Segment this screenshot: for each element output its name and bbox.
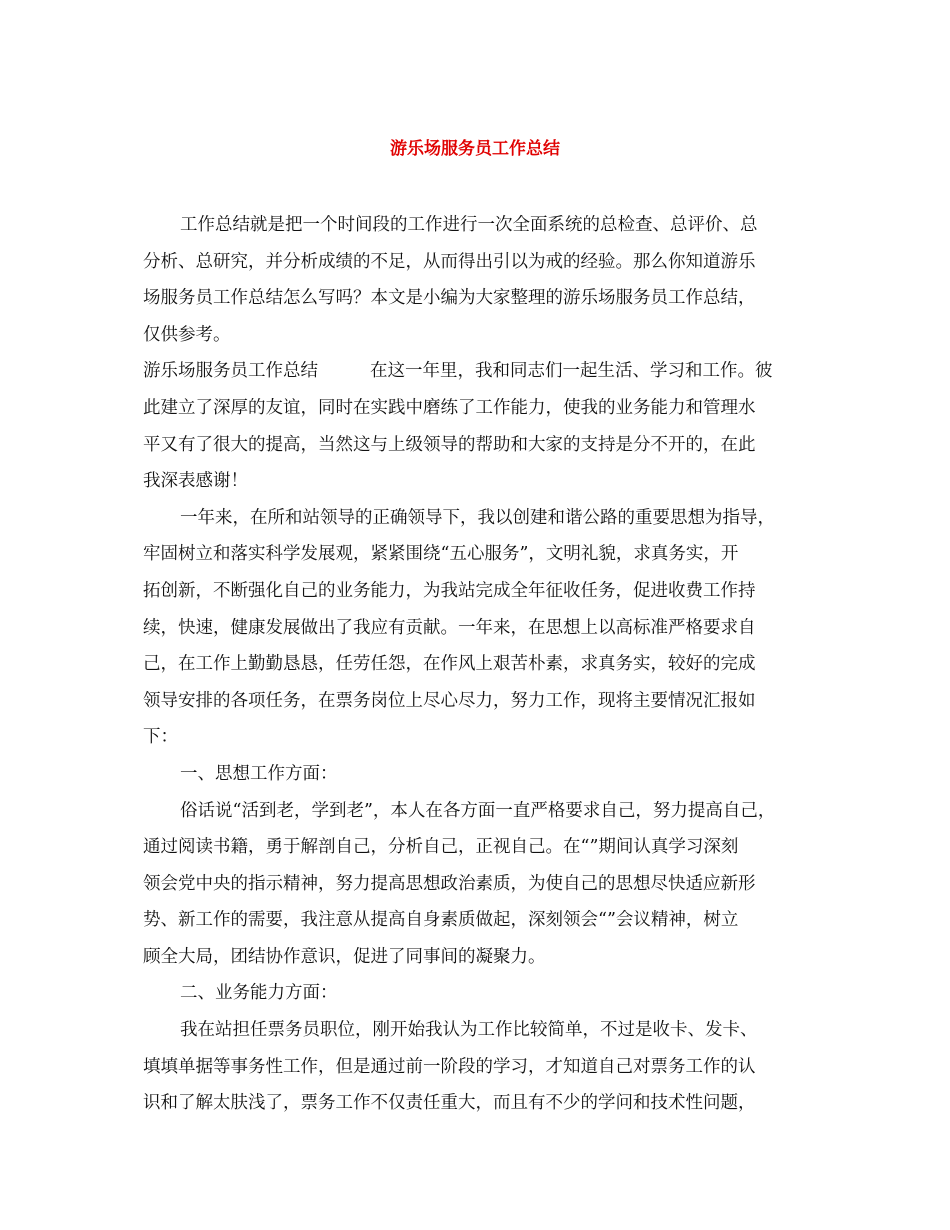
text-line: 俗话说“活到老，学到老”，本人在各方面一直严格要求自己，努力提高自己， xyxy=(180,800,776,821)
text-line: 一年来，在所和站领导的正确领导下，我以创建和谐公路的重要思想为指导， xyxy=(180,507,775,528)
document-body xyxy=(143,207,813,1122)
text-line: 续，快速，健康发展做出了我应有贡献。一年来，在思想上以高标准严格要求自 xyxy=(143,617,756,638)
text-line: 通过阅读书籍，勇于解剖自己，分析自己，正视自己。在“”期间认真学习深刻 xyxy=(143,837,739,858)
text-line: 顾全大局，团结协作意识，促进了同事间的凝聚力。 xyxy=(143,946,546,967)
text-line: 牢固树立和落实科学发展观，紧紧围绕“五心服务”，文明礼貌，求真务实，开 xyxy=(143,544,739,565)
text-line: 仅供参考。 xyxy=(143,324,231,345)
document-title: 游乐场服务员工作总结 xyxy=(390,139,560,159)
section-heading: 一、思想工作方面： xyxy=(180,763,338,784)
inline-section-title: 游乐场服务员工作总结 xyxy=(143,361,318,382)
text-line: 场服务员工作总结怎么写吗？本文是小编为大家整理的游乐场服务员工作总结， xyxy=(143,288,756,309)
text-segment: 在这一年里，我和同志们一起生活、学习和工作。彼 xyxy=(370,361,773,382)
text-line: 我深表感谢！ xyxy=(143,471,248,492)
text-line: 此建立了深厚的友谊，同时在实践中磨练了工作能力，使我的业务能力和管理水 xyxy=(143,397,756,418)
text-line: 工作总结就是把一个时间段的工作进行一次全面系统的总检查、总评价、总 xyxy=(180,215,758,235)
text-line: 识和了解太肤浅了，票务工作不仅责任重大，而且有不少的学问和技术性问题， xyxy=(143,1093,756,1114)
text-line: 平又有了很大的提高，当然这与上级领导的帮助和大家的支持是分不开的，在此 xyxy=(143,434,756,455)
text-line: 我在站担任票务员职位，刚开始我认为工作比较简单，不过是收卡、发卡、 xyxy=(180,1020,758,1041)
text-line: 填填单据等事务性工作，但是通过前一阶段的学习，才知道自己对票务工作的认 xyxy=(143,1056,756,1077)
text-line: 分析、总研究，并分析成绩的不足，从而得出引以为戒的经验。那么你知道游乐 xyxy=(143,251,756,272)
text-line: 领导安排的各项任务，在票务岗位上尽心尽力，努力工作，现将主要情况汇报如 xyxy=(143,690,756,711)
text-line: 拓创新，不断强化自己的业务能力，为我站完成全年征收任务，促进收费工作持 xyxy=(143,580,756,601)
text-line: 己，在工作上勤勤恳恳，任劳任怨，在作风上艰苦朴素，求真务实，较好的完成 xyxy=(143,654,756,675)
text-line: 领会党中央的指示精神，努力提高思想政治素质，为使自己的思想尽快适应新形 xyxy=(143,873,756,894)
text-line: 下： xyxy=(143,727,178,748)
section-heading: 二、业务能力方面： xyxy=(180,983,338,1004)
text-line-with-heading xyxy=(143,353,813,390)
text-line: 势、新工作的需要，我注意从提高自身素质做起，深刻领会“”会议精神，树立 xyxy=(143,910,739,931)
